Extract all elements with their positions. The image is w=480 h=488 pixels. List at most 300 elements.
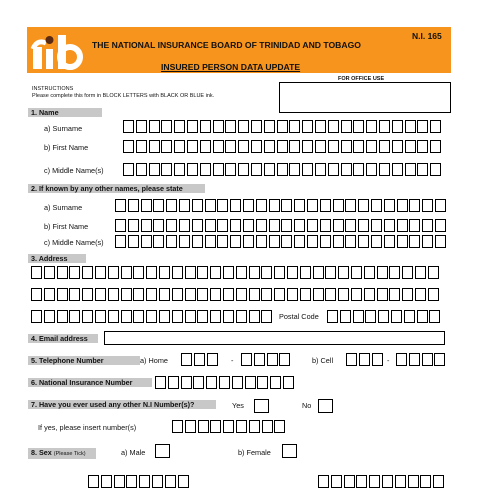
character-cell[interactable] (300, 288, 311, 301)
character-cell[interactable] (139, 475, 150, 488)
character-cell[interactable] (149, 163, 160, 176)
character-cell[interactable] (435, 219, 446, 232)
character-cell[interactable] (262, 420, 273, 433)
character-cell[interactable] (345, 219, 356, 232)
character-cell[interactable] (392, 163, 403, 176)
character-cell[interactable] (159, 266, 170, 279)
character-cell[interactable] (256, 235, 267, 248)
character-cell[interactable] (179, 235, 190, 248)
character-cell[interactable] (396, 353, 407, 366)
character-cell[interactable] (194, 353, 205, 366)
character-cell[interactable] (371, 235, 382, 248)
character-cell[interactable] (153, 235, 164, 248)
character-cell[interactable] (82, 266, 93, 279)
character-cell[interactable] (114, 475, 125, 488)
character-cell[interactable] (264, 140, 275, 153)
character-cell[interactable] (232, 376, 243, 389)
character-cell[interactable] (168, 376, 179, 389)
character-cell[interactable] (379, 120, 390, 133)
character-cell[interactable] (210, 266, 221, 279)
character-cell[interactable] (249, 420, 260, 433)
character-cell[interactable] (377, 266, 388, 279)
character-cell[interactable] (392, 120, 403, 133)
character-cell[interactable] (205, 235, 216, 248)
character-cell[interactable] (405, 163, 416, 176)
character-cell[interactable] (225, 140, 236, 153)
character-cell[interactable] (82, 310, 93, 323)
character-cell[interactable] (238, 120, 249, 133)
character-cell[interactable] (249, 310, 260, 323)
character-cell[interactable] (217, 235, 228, 248)
character-cell[interactable] (166, 199, 177, 212)
character-cell[interactable] (236, 266, 247, 279)
character-cell[interactable] (223, 288, 234, 301)
character-cell[interactable] (270, 376, 281, 389)
character-cell[interactable] (415, 288, 426, 301)
character-cell[interactable] (405, 120, 416, 133)
character-cell[interactable] (277, 163, 288, 176)
character-cell[interactable] (192, 219, 203, 232)
character-cell[interactable] (353, 310, 364, 323)
character-cell[interactable] (417, 120, 428, 133)
character-cell[interactable] (422, 219, 433, 232)
character-cell[interactable] (328, 163, 339, 176)
character-cell[interactable] (434, 353, 445, 366)
character-cell[interactable] (152, 475, 163, 488)
character-cell[interactable] (344, 475, 355, 488)
character-cell[interactable] (294, 235, 305, 248)
character-cell[interactable] (281, 235, 292, 248)
character-cell[interactable] (379, 140, 390, 153)
character-cell[interactable] (174, 140, 185, 153)
character-cell[interactable] (136, 140, 147, 153)
character-cell[interactable] (333, 219, 344, 232)
other-ni-yes-checkbox[interactable] (254, 399, 269, 413)
character-cell[interactable] (338, 266, 349, 279)
character-cell[interactable] (219, 376, 230, 389)
character-cell[interactable] (57, 266, 68, 279)
character-cell[interactable] (294, 199, 305, 212)
character-cell[interactable] (313, 288, 324, 301)
character-cell[interactable] (420, 475, 431, 488)
character-cell[interactable] (397, 219, 408, 232)
character-cell[interactable] (200, 163, 211, 176)
character-cell[interactable] (82, 288, 93, 301)
character-cell[interactable] (123, 120, 134, 133)
character-cell[interactable] (264, 163, 275, 176)
character-cell[interactable] (294, 219, 305, 232)
character-cell[interactable] (217, 199, 228, 212)
character-cell[interactable] (95, 310, 106, 323)
character-cell[interactable] (397, 235, 408, 248)
character-cell[interactable] (185, 266, 196, 279)
character-cell[interactable] (172, 310, 183, 323)
character-cell[interactable] (161, 120, 172, 133)
character-cell[interactable] (128, 199, 139, 212)
character-cell[interactable] (371, 219, 382, 232)
character-cell[interactable] (307, 235, 318, 248)
character-cell[interactable] (133, 266, 144, 279)
character-cell[interactable] (369, 475, 380, 488)
character-cell[interactable] (287, 266, 298, 279)
character-cell[interactable] (200, 120, 211, 133)
character-cell[interactable] (274, 420, 285, 433)
character-cell[interactable] (338, 288, 349, 301)
character-cell[interactable] (181, 376, 192, 389)
other-first-name-field[interactable] (115, 219, 448, 232)
character-cell[interactable] (313, 266, 324, 279)
character-cell[interactable] (44, 288, 55, 301)
character-cell[interactable] (146, 310, 157, 323)
character-cell[interactable] (395, 475, 406, 488)
character-cell[interactable] (422, 199, 433, 212)
character-cell[interactable] (325, 266, 336, 279)
character-cell[interactable] (115, 219, 126, 232)
character-cell[interactable] (44, 266, 55, 279)
character-cell[interactable] (417, 310, 428, 323)
female-checkbox[interactable] (282, 444, 297, 458)
character-cell[interactable] (166, 219, 177, 232)
character-cell[interactable] (353, 140, 364, 153)
next-row-field-right[interactable] (318, 475, 446, 488)
character-cell[interactable] (238, 140, 249, 153)
character-cell[interactable] (69, 266, 80, 279)
character-cell[interactable] (172, 288, 183, 301)
character-cell[interactable] (341, 140, 352, 153)
character-cell[interactable] (57, 310, 68, 323)
character-cell[interactable] (409, 235, 420, 248)
character-cell[interactable] (422, 353, 433, 366)
character-cell[interactable] (264, 120, 275, 133)
email-field[interactable] (104, 331, 445, 345)
character-cell[interactable] (217, 219, 228, 232)
character-cell[interactable] (277, 120, 288, 133)
character-cell[interactable] (128, 235, 139, 248)
character-cell[interactable] (402, 288, 413, 301)
character-cell[interactable] (274, 266, 285, 279)
character-cell[interactable] (126, 475, 137, 488)
character-cell[interactable] (289, 120, 300, 133)
character-cell[interactable] (69, 310, 80, 323)
character-cell[interactable] (302, 120, 313, 133)
character-cell[interactable] (155, 376, 166, 389)
character-cell[interactable] (409, 199, 420, 212)
character-cell[interactable] (213, 120, 224, 133)
character-cell[interactable] (249, 288, 260, 301)
character-cell[interactable] (153, 219, 164, 232)
character-cell[interactable] (172, 266, 183, 279)
character-cell[interactable] (307, 199, 318, 212)
character-cell[interactable] (133, 310, 144, 323)
character-cell[interactable] (230, 199, 241, 212)
postal-code-field[interactable] (327, 310, 442, 323)
character-cell[interactable] (405, 140, 416, 153)
character-cell[interactable] (108, 288, 119, 301)
character-cell[interactable] (384, 219, 395, 232)
character-cell[interactable] (320, 219, 331, 232)
character-cell[interactable] (161, 163, 172, 176)
character-cell[interactable] (402, 266, 413, 279)
character-cell[interactable] (181, 353, 192, 366)
male-checkbox[interactable] (155, 444, 170, 458)
character-cell[interactable] (397, 199, 408, 212)
character-cell[interactable] (327, 310, 338, 323)
cell-phone-area-field[interactable] (346, 353, 384, 366)
character-cell[interactable] (364, 288, 375, 301)
character-cell[interactable] (57, 288, 68, 301)
character-cell[interactable] (133, 288, 144, 301)
character-cell[interactable] (230, 235, 241, 248)
character-cell[interactable] (269, 199, 280, 212)
character-cell[interactable] (307, 219, 318, 232)
surname-field[interactable] (123, 120, 443, 133)
character-cell[interactable] (254, 353, 265, 366)
home-phone-number-field[interactable] (241, 353, 292, 366)
character-cell[interactable] (115, 235, 126, 248)
character-cell[interactable] (269, 235, 280, 248)
character-cell[interactable] (198, 420, 209, 433)
character-cell[interactable] (289, 140, 300, 153)
other-middle-names-field[interactable] (115, 235, 448, 248)
character-cell[interactable] (318, 475, 329, 488)
character-cell[interactable] (382, 475, 393, 488)
character-cell[interactable] (197, 266, 208, 279)
character-cell[interactable] (185, 310, 196, 323)
other-surname-field[interactable] (115, 199, 448, 212)
character-cell[interactable] (31, 310, 42, 323)
character-cell[interactable] (353, 120, 364, 133)
character-cell[interactable] (341, 163, 352, 176)
character-cell[interactable] (146, 266, 157, 279)
character-cell[interactable] (178, 475, 189, 488)
character-cell[interactable] (251, 163, 262, 176)
first-name-field[interactable] (123, 140, 443, 153)
character-cell[interactable] (345, 199, 356, 212)
character-cell[interactable] (95, 288, 106, 301)
character-cell[interactable] (277, 140, 288, 153)
character-cell[interactable] (261, 310, 272, 323)
character-cell[interactable] (341, 120, 352, 133)
character-cell[interactable] (430, 120, 441, 133)
character-cell[interactable] (205, 199, 216, 212)
character-cell[interactable] (366, 163, 377, 176)
character-cell[interactable] (384, 199, 395, 212)
character-cell[interactable] (435, 235, 446, 248)
character-cell[interactable] (430, 140, 441, 153)
character-cell[interactable] (320, 199, 331, 212)
address-line-1[interactable] (31, 266, 441, 279)
character-cell[interactable] (366, 120, 377, 133)
character-cell[interactable] (340, 310, 351, 323)
character-cell[interactable] (238, 163, 249, 176)
character-cell[interactable] (435, 199, 446, 212)
character-cell[interactable] (422, 235, 433, 248)
character-cell[interactable] (302, 163, 313, 176)
character-cell[interactable] (192, 199, 203, 212)
character-cell[interactable] (428, 288, 439, 301)
character-cell[interactable] (149, 140, 160, 153)
character-cell[interactable] (359, 353, 370, 366)
character-cell[interactable] (283, 376, 294, 389)
character-cell[interactable] (174, 120, 185, 133)
character-cell[interactable] (353, 163, 364, 176)
character-cell[interactable] (197, 288, 208, 301)
character-cell[interactable] (364, 266, 375, 279)
character-cell[interactable] (225, 120, 236, 133)
character-cell[interactable] (287, 288, 298, 301)
character-cell[interactable] (404, 310, 415, 323)
character-cell[interactable] (205, 219, 216, 232)
character-cell[interactable] (210, 310, 221, 323)
character-cell[interactable] (379, 163, 390, 176)
character-cell[interactable] (210, 288, 221, 301)
character-cell[interactable] (185, 420, 196, 433)
character-cell[interactable] (377, 288, 388, 301)
character-cell[interactable] (179, 219, 190, 232)
character-cell[interactable] (141, 235, 152, 248)
character-cell[interactable] (331, 475, 342, 488)
character-cell[interactable] (123, 163, 134, 176)
character-cell[interactable] (108, 266, 119, 279)
character-cell[interactable] (159, 288, 170, 301)
character-cell[interactable] (161, 140, 172, 153)
character-cell[interactable] (281, 219, 292, 232)
character-cell[interactable] (136, 120, 147, 133)
character-cell[interactable] (358, 199, 369, 212)
character-cell[interactable] (279, 353, 290, 366)
character-cell[interactable] (88, 475, 99, 488)
character-cell[interactable] (69, 288, 80, 301)
character-cell[interactable] (257, 376, 268, 389)
character-cell[interactable] (243, 219, 254, 232)
character-cell[interactable] (302, 140, 313, 153)
other-ni-no-checkbox[interactable] (318, 399, 333, 413)
character-cell[interactable] (358, 219, 369, 232)
character-cell[interactable] (256, 199, 267, 212)
character-cell[interactable] (225, 163, 236, 176)
character-cell[interactable] (346, 353, 357, 366)
character-cell[interactable] (101, 475, 112, 488)
character-cell[interactable] (300, 266, 311, 279)
home-phone-area-field[interactable] (181, 353, 219, 366)
character-cell[interactable] (213, 163, 224, 176)
character-cell[interactable] (121, 288, 132, 301)
character-cell[interactable] (417, 163, 428, 176)
character-cell[interactable] (409, 353, 420, 366)
character-cell[interactable] (371, 199, 382, 212)
character-cell[interactable] (243, 235, 254, 248)
next-row-field-left[interactable] (88, 475, 190, 488)
character-cell[interactable] (358, 235, 369, 248)
character-cell[interactable] (206, 376, 217, 389)
character-cell[interactable] (193, 376, 204, 389)
character-cell[interactable] (210, 420, 221, 433)
ni-number-field[interactable] (155, 376, 296, 389)
character-cell[interactable] (185, 288, 196, 301)
character-cell[interactable] (389, 266, 400, 279)
character-cell[interactable] (153, 199, 164, 212)
character-cell[interactable] (328, 120, 339, 133)
character-cell[interactable] (223, 266, 234, 279)
address-line-2[interactable] (31, 288, 441, 301)
character-cell[interactable] (128, 219, 139, 232)
character-cell[interactable] (123, 140, 134, 153)
character-cell[interactable] (333, 235, 344, 248)
character-cell[interactable] (366, 140, 377, 153)
character-cell[interactable] (236, 288, 247, 301)
character-cell[interactable] (415, 266, 426, 279)
character-cell[interactable] (320, 235, 331, 248)
character-cell[interactable] (207, 353, 218, 366)
character-cell[interactable] (245, 376, 256, 389)
character-cell[interactable] (315, 120, 326, 133)
character-cell[interactable] (351, 266, 362, 279)
character-cell[interactable] (261, 288, 272, 301)
middle-names-field[interactable] (123, 163, 443, 176)
character-cell[interactable] (31, 266, 42, 279)
character-cell[interactable] (315, 140, 326, 153)
character-cell[interactable] (44, 310, 55, 323)
character-cell[interactable] (115, 199, 126, 212)
character-cell[interactable] (121, 266, 132, 279)
character-cell[interactable] (236, 310, 247, 323)
address-line-3[interactable] (31, 310, 274, 323)
character-cell[interactable] (159, 310, 170, 323)
character-cell[interactable] (141, 219, 152, 232)
character-cell[interactable] (200, 140, 211, 153)
character-cell[interactable] (192, 235, 203, 248)
character-cell[interactable] (149, 120, 160, 133)
character-cell[interactable] (236, 420, 247, 433)
character-cell[interactable] (392, 140, 403, 153)
character-cell[interactable] (365, 310, 376, 323)
character-cell[interactable] (430, 163, 441, 176)
character-cell[interactable] (251, 140, 262, 153)
character-cell[interactable] (351, 288, 362, 301)
character-cell[interactable] (95, 266, 106, 279)
character-cell[interactable] (315, 163, 326, 176)
character-cell[interactable] (121, 310, 132, 323)
character-cell[interactable] (243, 199, 254, 212)
character-cell[interactable] (251, 120, 262, 133)
character-cell[interactable] (172, 420, 183, 433)
character-cell[interactable] (391, 310, 402, 323)
character-cell[interactable] (345, 235, 356, 248)
character-cell[interactable] (429, 310, 440, 323)
character-cell[interactable] (372, 353, 383, 366)
other-ni-number-field[interactable] (172, 420, 287, 433)
character-cell[interactable] (136, 163, 147, 176)
cell-phone-number-field[interactable] (396, 353, 447, 366)
character-cell[interactable] (428, 266, 439, 279)
character-cell[interactable] (408, 475, 419, 488)
character-cell[interactable] (356, 475, 367, 488)
character-cell[interactable] (249, 266, 260, 279)
character-cell[interactable] (31, 288, 42, 301)
character-cell[interactable] (146, 288, 157, 301)
character-cell[interactable] (166, 235, 177, 248)
character-cell[interactable] (187, 163, 198, 176)
character-cell[interactable] (384, 235, 395, 248)
character-cell[interactable] (174, 163, 185, 176)
character-cell[interactable] (187, 140, 198, 153)
character-cell[interactable] (179, 199, 190, 212)
character-cell[interactable] (333, 199, 344, 212)
character-cell[interactable] (223, 310, 234, 323)
character-cell[interactable] (274, 288, 285, 301)
character-cell[interactable] (141, 199, 152, 212)
character-cell[interactable] (187, 120, 198, 133)
